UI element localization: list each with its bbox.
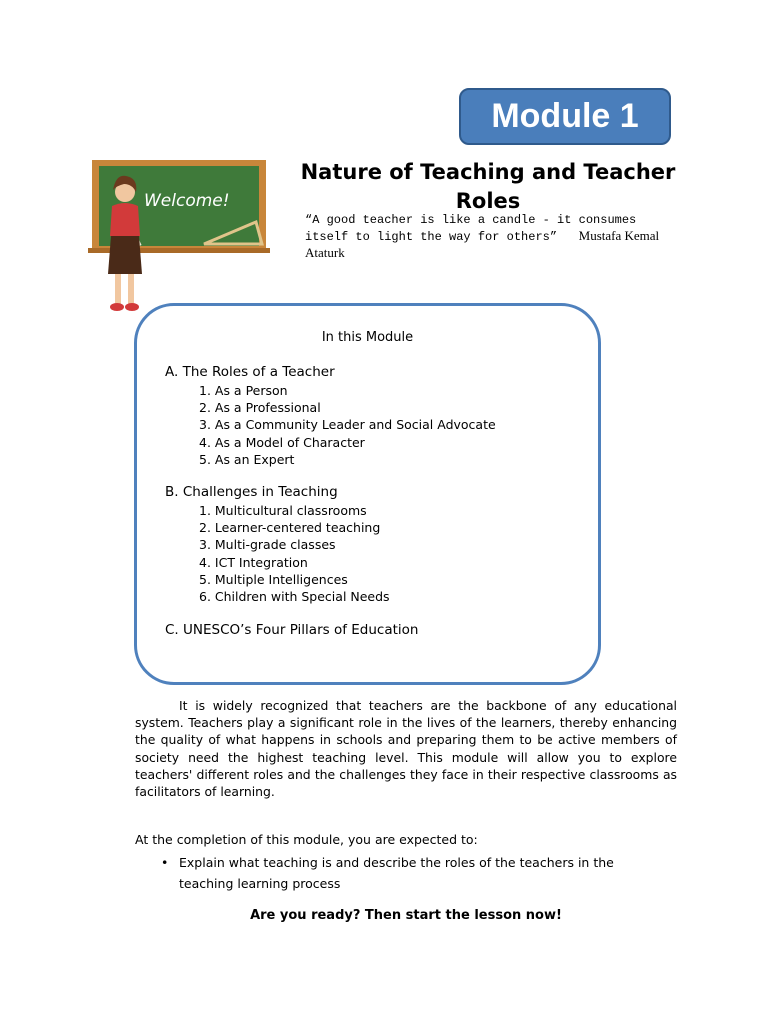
list-item: 3. Multi-grade classes	[199, 537, 336, 553]
section-a-title: A. The Roles of a Teacher	[165, 364, 335, 380]
list-item: 4. ICT Integration	[199, 554, 308, 570]
teacher-chalkboard-illustration	[86, 156, 272, 316]
quote-author: Mustafa Kemal Ataturk	[305, 228, 660, 260]
closing-call-to-action: Are you ready? Then start the lesson now!	[250, 908, 562, 923]
intro-paragraph: It is widely recognized that teachers are the backbone of any educational system. Teachers play a significant role in the lives of the learners, thereby enhancing the quality of what happens in schools and preparing them to be active members of society need the highest teaching level. This module will allow you to explore teachers' different roles and the challenges they face in their respective classrooms as facilitators of learning.	[135, 698, 677, 800]
list-item: 6. Children with Special Needs	[199, 589, 390, 605]
list-item: 3. As a Community Leader and Social Advocate	[199, 417, 496, 433]
teacher-leg-left	[115, 274, 121, 304]
module-badge-label: Module 1	[491, 97, 639, 135]
teacher-shoe-right	[125, 303, 139, 311]
teacher-skirt	[108, 236, 142, 274]
page-title: Nature of Teaching and Teacher Roles	[300, 160, 676, 213]
teacher-shoe-left	[110, 303, 124, 311]
teacher-leg-right	[128, 274, 134, 304]
board-text: Welcome!	[144, 191, 230, 211]
section-c-title: C. UNESCO’s Four Pillars of Education	[165, 622, 419, 638]
list-item: 2. As a Professional	[199, 400, 321, 416]
list-item: 1. As a Person	[199, 383, 288, 398]
module-badge	[459, 88, 671, 145]
list-item: 4. As a Model of Character	[199, 434, 365, 450]
module-contents-heading: In this Module	[321, 330, 414, 345]
section-b-title: B. Challenges in Teaching	[165, 484, 338, 500]
list-item: • Explain what teaching is and describe the roles of the teachers in the teaching learning process	[161, 852, 671, 894]
list-item: 1. Multicultural classrooms	[199, 503, 367, 518]
module-contents-box	[134, 303, 601, 685]
quote	[305, 212, 677, 262]
list-item: 2. Learner-centered teaching	[199, 520, 381, 536]
objectives-intro: At the completion of this module, you are expected to:	[135, 832, 478, 847]
list-item: 5. Multiple Intelligences	[199, 571, 348, 587]
quote-text: “A good teacher is like a candle - it consumes itself to light the way for others”	[305, 213, 637, 244]
section-b-list	[199, 502, 390, 605]
list-item: 5. As an Expert	[199, 451, 295, 467]
section-a-list	[199, 382, 496, 468]
objectives-list	[161, 852, 671, 894]
teacher-blouse	[110, 203, 140, 236]
